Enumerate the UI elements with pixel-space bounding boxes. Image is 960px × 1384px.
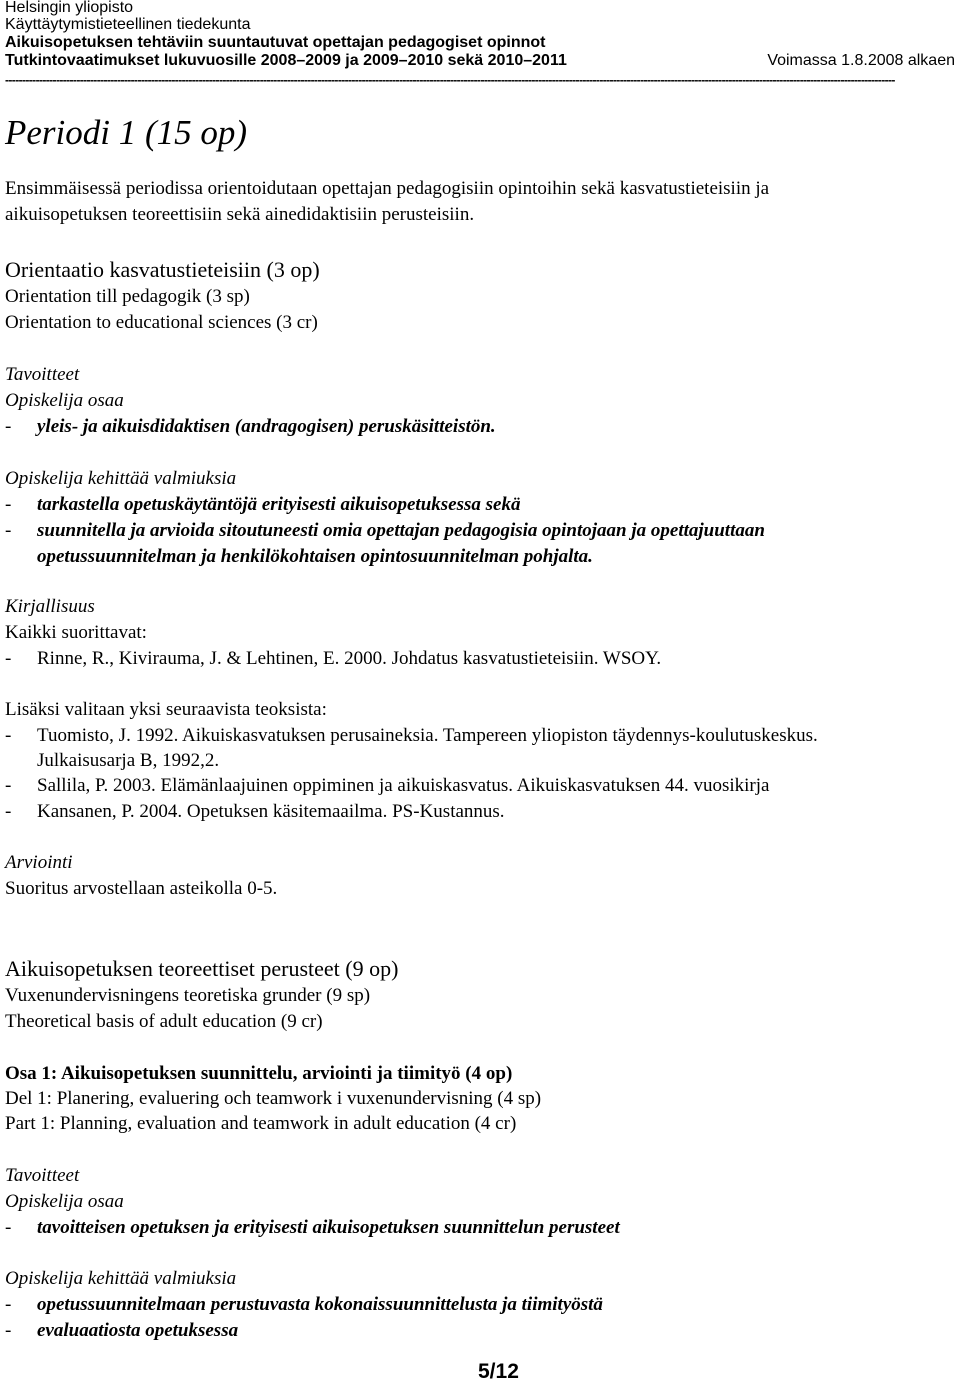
course1-choose-one: Lisäksi valitaan yksi seuraavista teoksista: — [5, 699, 327, 720]
course2-title: Aikuisopetuksen teoreettiset perusteet (9 op) — [5, 956, 399, 981]
course2-develops-heading: Opiskelija kehittää valmiuksia — [5, 1268, 237, 1289]
bullet-dash: - — [5, 648, 12, 669]
faculty-name: Käyttäytymistieteellinen tiedekunta — [5, 16, 251, 33]
period-title: Periodi 1 (15 op) — [5, 113, 248, 152]
course1-title: Orientaatio kasvatustieteisiin (3 op) — [5, 257, 320, 282]
bullet-dash: - — [5, 416, 12, 437]
course1-goals-heading: Tavoitteet — [5, 364, 80, 385]
page-number: 5/12 — [478, 1360, 519, 1383]
program-name: Aikuisopetuksen tehtäviin suuntautuvat opettajan pedagogiset opinnot — [5, 34, 546, 51]
course1-develops-item: tarkastella opetuskäytäntöjä erityisesti aikuisopetuksessa sekä — [37, 494, 521, 515]
course2-english-title: Theoretical basis of adult education (9 cr) — [5, 1011, 323, 1032]
course1-assessment-heading: Arviointi — [5, 852, 73, 873]
course1-optional-book: Sallila, P. 2003. Elämänlaajuinen oppiminen ja aikuiskasvatus. Aikuiskasvatuksen 44. vuosikirja — [37, 775, 770, 796]
period-intro-line-2: aikuisopetuksen teoreettisiin sekä ainedidaktisiin perusteisiin. — [5, 204, 475, 225]
bullet-dash: - — [5, 494, 12, 515]
course1-required-book: Rinne, R., Kivirauma, J. & Lehtinen, E. 2000. Johdatus kasvatustieteisiin. WSOY. — [37, 648, 662, 669]
course1-develops-heading: Opiskelija kehittää valmiuksia — [5, 468, 237, 489]
course2-develops-item: evaluaatiosta opetuksessa — [37, 1320, 239, 1341]
course1-optional-book: Tuomisto, J. 1992. Aikuiskasvatuksen perusaineksia. Tampereen yliopiston täydennys-koulutuskeskus. — [37, 725, 818, 746]
course2-goals-heading: Tavoitteet — [5, 1165, 80, 1186]
course2-part-english: Part 1: Planning, evaluation and teamwork in adult education (4 cr) — [5, 1113, 517, 1134]
course1-develops-item: suunnitella ja arvioida sitoutuneesti omia opettajan pedagogisia opintojaan ja opettajuuttaan — [37, 520, 765, 541]
period-intro-line-1: Ensimmäisessä periodissa orientoidutaan opettajan pedagogisiin opintoihin sekä kasvatustieteisiin ja — [5, 178, 770, 199]
course1-literature-heading: Kirjallisuus — [5, 596, 95, 617]
course1-student-knows: Opiskelija osaa — [5, 390, 124, 411]
bullet-dash: - — [5, 801, 12, 822]
bullet-dash: - — [5, 1320, 12, 1341]
course2-develops-item: opetussuunnitelmaan perustuvasta kokonaissuunnittelusta ja tiimityöstä — [37, 1294, 603, 1315]
requirements-years: Tutkintovaatimukset lukuvuosille 2008–2009 ja 2009–2010 sekä 2010–2011 — [5, 52, 567, 69]
course1-swedish-title: Orientation till pedagogik (3 sp) — [5, 286, 250, 307]
course1-english-title: Orientation to educational sciences (3 cr) — [5, 312, 318, 333]
validity-date: Voimassa 1.8.2008 alkaen — [767, 52, 955, 69]
course1-develops-item-continued: opetussuunnitelman ja henkilökohtaisen opintosuunnitelman pohjalta. — [37, 546, 593, 567]
course1-knows-item: yleis- ja aikuisdidaktisen (andragogisen) peruskäsitteistön. — [37, 416, 496, 437]
course1-optional-book: Kansanen, P. 2004. Opetuksen käsitemaailma. PS-Kustannus. — [37, 801, 505, 822]
university-name: Helsingin yliopisto — [5, 0, 134, 16]
bullet-dash: - — [5, 1217, 12, 1238]
bullet-dash: - — [5, 725, 12, 746]
course2-part-swedish: Del 1: Planering, evaluering och teamwork i vuxenundervisning (4 sp) — [5, 1088, 542, 1109]
course1-optional-book-continued: Julkaisusarja B, 1992,2. — [37, 750, 220, 771]
course2-knows-item: tavoitteisen opetuksen ja erityisesti aikuisopetuksen suunnittelun perusteet — [37, 1217, 620, 1238]
course2-swedish-title: Vuxenundervisningens teoretiska grunder (9 sp) — [5, 985, 371, 1006]
course1-all-complete: Kaikki suorittavat: — [5, 622, 147, 643]
course2-student-knows: Opiskelija osaa — [5, 1191, 124, 1212]
bullet-dash: - — [5, 520, 12, 541]
course1-assessment-text: Suoritus arvostellaan asteikolla 0-5. — [5, 878, 278, 899]
bullet-dash: - — [5, 775, 12, 796]
course2-part-title: Osa 1: Aikuisopetuksen suunnittelu, arviointi ja tiimityö (4 op) — [5, 1063, 513, 1084]
header-separator: ---------------------------------------------------------------------------------------------------------------------------------------------------------------------------------------------------------------------------------------------------------------------- — [5, 73, 895, 87]
bullet-dash: - — [5, 1294, 12, 1315]
